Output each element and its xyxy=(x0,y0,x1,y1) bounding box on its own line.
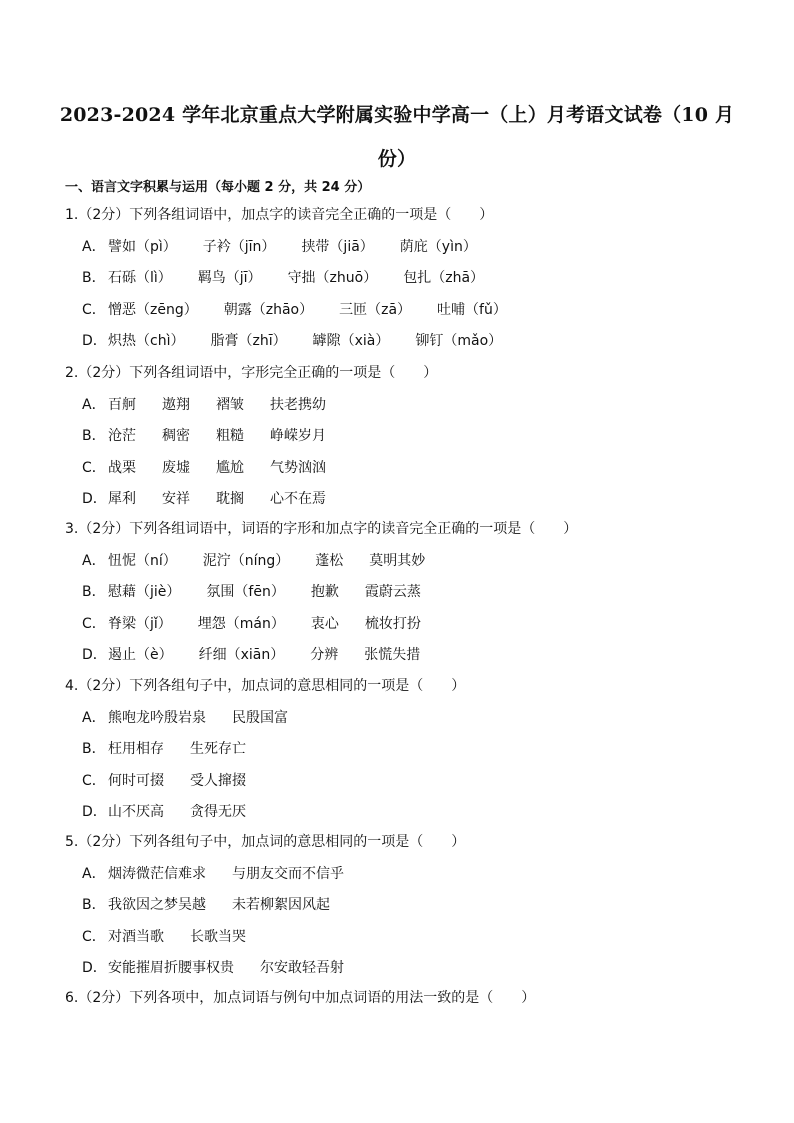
option-word: 吐哺（fǔ） xyxy=(437,301,507,318)
option-a xyxy=(82,863,370,883)
option-word: 铆钉（mǎo） xyxy=(415,332,503,349)
option-word: 荫庇（yìn） xyxy=(399,239,477,255)
option-word: 长歌当哭 xyxy=(190,928,246,945)
option-label: A． xyxy=(82,866,106,882)
question-stem: 2.（2分）下列各组词语中，字形完全正确的一项是（ ） xyxy=(65,365,438,381)
option-word: 烟涛微茫信难求 xyxy=(108,866,206,882)
option-word: 心不在焉 xyxy=(270,490,326,507)
title-line-2: 份） xyxy=(377,148,417,170)
option-word: 包扎（zhā） xyxy=(403,270,485,287)
option-d xyxy=(82,488,352,508)
section-heading: 一、语言文字积累与运用（每小题 2 分，共 24 分） xyxy=(65,180,371,195)
option-label: B． xyxy=(82,270,106,287)
question-stem: 5.（2分）下列各组句子中，加点词的意思相同的一项是（ ） xyxy=(65,834,466,850)
option-word: 与朋友交而不信乎 xyxy=(232,866,344,882)
option-word: 扶老携幼 xyxy=(270,397,326,413)
option-word: 受人撺掇 xyxy=(190,772,246,789)
option-label: D． xyxy=(82,490,107,507)
option-word: 耽搁 xyxy=(216,490,244,507)
option-word: 纤细（xiān） xyxy=(198,646,285,663)
option-word: 石砾（lì） xyxy=(108,270,172,287)
option-word: 氛围（fēn） xyxy=(206,584,285,601)
page-title xyxy=(50,93,744,181)
option-label: B． xyxy=(82,428,106,445)
option-word: 稠密 xyxy=(162,428,190,445)
option-word: 褶皱 xyxy=(216,397,244,413)
option-b xyxy=(82,894,356,914)
option-label: A． xyxy=(82,397,106,413)
option-d xyxy=(82,644,446,664)
option-c xyxy=(82,613,447,633)
option-word: 羁鸟（jī） xyxy=(197,270,262,287)
option-word: 分辨 xyxy=(310,646,339,663)
option-label: C． xyxy=(82,615,106,632)
option-word: 子衿（jīn） xyxy=(202,239,276,255)
option-label: C． xyxy=(82,928,106,945)
option-word: 蓬松 xyxy=(315,553,344,569)
option-label: B． xyxy=(82,897,106,914)
option-word: 对酒当歌 xyxy=(108,928,164,945)
option-label: D． xyxy=(82,959,107,976)
option-a xyxy=(82,707,314,727)
option-word: 民殷国富 xyxy=(232,710,288,726)
option-word: 慰藉（jiè） xyxy=(108,584,181,601)
option-d xyxy=(82,957,370,977)
option-word: 百舸 xyxy=(108,397,136,413)
option-word: 脊梁（jǐ） xyxy=(108,615,172,632)
option-word: 生死存亡 xyxy=(190,741,246,758)
option-label: C． xyxy=(82,772,106,789)
option-word: 三匝（zā） xyxy=(339,301,412,318)
option-label: C． xyxy=(82,301,106,318)
option-word: 废墟 xyxy=(162,459,190,476)
option-d xyxy=(82,330,528,350)
option-a xyxy=(82,550,451,570)
option-word: 莫明其妙 xyxy=(369,553,426,569)
option-c xyxy=(82,770,272,790)
question-stem: 1.（2分）下列各组词语中，加点字的读音完全正确的一项是（ ） xyxy=(65,207,494,223)
option-word: 遏止（è） xyxy=(108,646,173,663)
question-stem: 6.（2分）下列各项中，加点词语与例句中加点词语的用法一致的是（ ） xyxy=(65,990,536,1006)
option-a xyxy=(82,394,352,414)
option-word: 忸怩（ní） xyxy=(108,553,177,569)
option-word: 枉用相存 xyxy=(108,741,164,758)
option-c xyxy=(82,457,352,477)
option-word: 峥嵘岁月 xyxy=(270,428,326,445)
option-word: 梳妆打扮 xyxy=(364,615,421,632)
question-stem: 3.（2分）下列各组词语中，词语的字形和加点字的读音完全正确的一项是（ ） xyxy=(65,521,578,537)
option-c xyxy=(82,299,533,319)
option-c xyxy=(82,926,272,946)
option-b xyxy=(82,738,272,758)
option-word: 挟带（jiā） xyxy=(301,239,374,255)
option-word: 尴尬 xyxy=(216,459,244,476)
option-word: 未若柳絮因风起 xyxy=(232,897,330,914)
option-label: D． xyxy=(82,803,107,820)
option-word: 霞蔚云蒸 xyxy=(364,584,421,601)
option-label: D． xyxy=(82,332,107,349)
option-b xyxy=(82,581,447,601)
title-line-1: 2023-2024 学年北京重点大学附属实验中学高一（上）月考语文试卷（10 月 xyxy=(59,104,735,126)
option-word: 我欲因之梦吴越 xyxy=(108,897,206,914)
option-word: 安祥 xyxy=(162,490,190,507)
option-word: 脂膏（zhī） xyxy=(210,332,287,349)
option-word: 熊咆龙吟殷岩泉 xyxy=(108,710,206,726)
option-word: 埋怨（mán） xyxy=(197,615,285,632)
option-word: 气势汹汹 xyxy=(270,459,326,476)
option-label: B． xyxy=(82,741,106,758)
option-word: 战栗 xyxy=(108,459,136,476)
option-b xyxy=(82,425,352,445)
option-word: 泥泞（níng） xyxy=(202,553,290,569)
option-word: 尔安敢轻吾射 xyxy=(260,959,344,976)
option-word: 抱歉 xyxy=(310,584,339,601)
option-word: 朝露（zhāo） xyxy=(223,301,314,318)
question-stem: 4.（2分）下列各组句子中，加点词的意思相同的一项是（ ） xyxy=(65,678,466,694)
option-label: A． xyxy=(82,710,106,726)
option-label: A． xyxy=(82,553,106,569)
option-word: 张慌失措 xyxy=(364,646,421,663)
option-label: C． xyxy=(82,459,106,476)
option-word: 衷心 xyxy=(310,615,339,632)
option-b xyxy=(82,267,510,287)
option-word: 憎恶（zēng） xyxy=(108,301,198,318)
option-d xyxy=(82,801,272,821)
option-word: 守拙（zhuō） xyxy=(287,270,378,287)
option-word: 粗糙 xyxy=(216,428,244,445)
option-word: 安能摧眉折腰事权贵 xyxy=(108,959,234,976)
option-word: 罅隙（xià） xyxy=(312,332,390,349)
option-label: A． xyxy=(82,239,106,255)
option-word: 遨翔 xyxy=(162,397,190,413)
option-a xyxy=(82,236,503,256)
option-word: 譬如（pì） xyxy=(108,239,177,255)
option-word: 沧茫 xyxy=(108,428,136,445)
option-label: D． xyxy=(82,646,107,663)
option-word: 山不厌高 xyxy=(108,803,164,820)
option-word: 炽热（chì） xyxy=(108,332,185,349)
option-word: 犀利 xyxy=(108,490,136,507)
option-label: B． xyxy=(82,584,106,601)
option-word: 何时可掇 xyxy=(108,772,164,789)
option-word: 贪得无厌 xyxy=(190,803,246,820)
